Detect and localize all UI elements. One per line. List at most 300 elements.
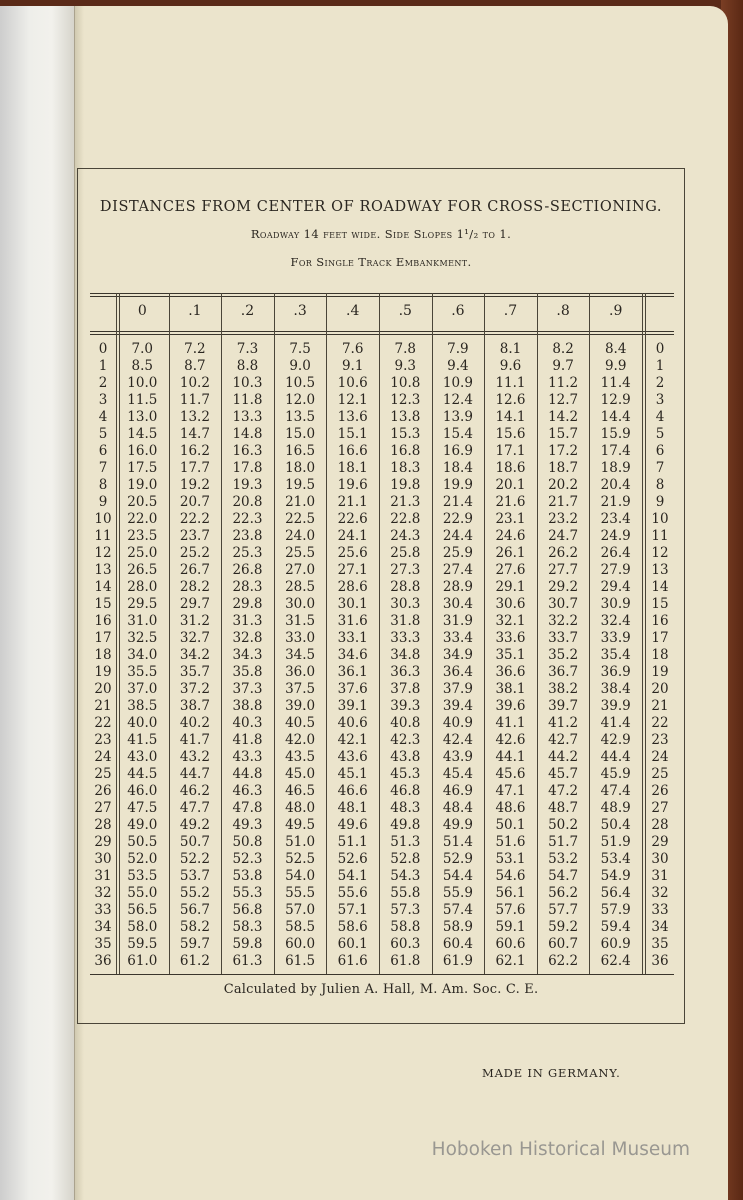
table-cell: 47.7: [179, 800, 210, 816]
table-cell: 61.0: [127, 953, 158, 969]
table-cell: 21.4: [442, 494, 473, 510]
table-cell: 21.1: [337, 494, 368, 510]
table-cell: 28.0: [127, 579, 158, 595]
table-cell: 40.9: [442, 715, 473, 731]
table-cell: 15.7: [548, 426, 579, 442]
table-cell: 36.6: [495, 664, 526, 680]
row-label-left: 6: [98, 443, 108, 459]
table-cell: 41.7: [179, 732, 210, 748]
table-cell: 38.7: [179, 698, 210, 714]
table-cell: 15.3: [390, 426, 421, 442]
table-cell: 44.7: [179, 766, 210, 782]
table-cell: 21.9: [600, 494, 631, 510]
table-cell: 29.4: [600, 579, 631, 595]
table-cell: 53.1: [495, 851, 526, 867]
row-label-right: 29: [651, 834, 669, 850]
table-cell: 46.3: [232, 783, 263, 799]
table-cell: 12.9: [600, 392, 631, 408]
table-cell: 8.1: [499, 341, 522, 357]
table-cell: 7.8: [394, 341, 417, 357]
row-label-right: 36: [651, 953, 669, 969]
row-label-left: 17: [94, 630, 112, 646]
row-label-right: 28: [651, 817, 669, 833]
table-cell: 40.8: [390, 715, 421, 731]
table-cell: 55.6: [337, 885, 368, 901]
table-cell: 14.5: [127, 426, 158, 442]
table-cell: 23.1: [495, 511, 526, 527]
row-label-left: 27: [94, 800, 112, 816]
table-cell: 53.8: [232, 868, 263, 884]
table-cell: 9.6: [499, 358, 522, 374]
table-cell: 60.4: [442, 936, 473, 952]
table-cell: 44.4: [600, 749, 631, 765]
page-title: DISTANCES FROM CENTER OF ROADWAY FOR CROSS-SECTIONING.: [99, 199, 663, 215]
table-cell: 58.6: [337, 919, 368, 935]
table-cell: 7.0: [131, 341, 154, 357]
table-cell: 44.5: [127, 766, 158, 782]
table-cell: 18.6: [495, 460, 526, 476]
table-cell: 47.8: [232, 800, 263, 816]
header-bottom-rule: [90, 331, 674, 332]
table-cell: 27.0: [285, 562, 316, 578]
table-cell: 26.8: [232, 562, 263, 578]
table-cell: 60.3: [390, 936, 421, 952]
table-cell: 48.3: [390, 800, 421, 816]
table-cell: 44.8: [232, 766, 263, 782]
table-cell: 31.3: [232, 613, 263, 629]
table-cell: 24.4: [442, 528, 473, 544]
table-cell: 51.7: [548, 834, 579, 850]
row-label-left: 33: [94, 902, 112, 918]
table-cell: 30.6: [495, 596, 526, 612]
table-cell: 29.5: [127, 596, 158, 612]
table-cell: 43.9: [442, 749, 473, 765]
table-cell: 53.5: [127, 868, 158, 884]
table-cell: 21.0: [285, 494, 316, 510]
row-label-right: 30: [651, 851, 669, 867]
table-cell: 26.7: [179, 562, 210, 578]
row-label-left: 21: [94, 698, 112, 714]
row-label-left: 3: [98, 392, 108, 408]
table-cell: 12.0: [285, 392, 316, 408]
row-label-left: 4: [98, 409, 108, 425]
table-cell: 36.7: [548, 664, 579, 680]
table-cell: 29.8: [232, 596, 263, 612]
table-cell: 51.0: [285, 834, 316, 850]
table-cell: 30.9: [600, 596, 631, 612]
table-cell: 43.2: [179, 749, 210, 765]
table-cell: 40.5: [285, 715, 316, 731]
table-cell: 34.5: [285, 647, 316, 663]
table-cell: 27.7: [548, 562, 579, 578]
table-cell: 14.4: [600, 409, 631, 425]
table-cell: 51.9: [600, 834, 631, 850]
table-cell: 25.6: [337, 545, 368, 561]
table-cell: 42.9: [600, 732, 631, 748]
table-cell: 20.1: [495, 477, 526, 493]
table-cell: 31.8: [390, 613, 421, 629]
table-cell: 27.9: [600, 562, 631, 578]
row-label-right: 5: [655, 426, 665, 442]
row-label-left: 14: [94, 579, 112, 595]
table-cell: 36.1: [337, 664, 368, 680]
table-cell: 13.5: [285, 409, 316, 425]
table-cell: 22.8: [390, 511, 421, 527]
table-cell: 20.7: [179, 494, 210, 510]
table-cell: 43.5: [285, 749, 316, 765]
table-cell: 30.4: [442, 596, 473, 612]
row-label-left: 8: [98, 477, 108, 493]
table-cell: 24.9: [600, 528, 631, 544]
table-cell: 33.0: [285, 630, 316, 646]
table-cell: 14.8: [232, 426, 263, 442]
table-cell: 50.7: [179, 834, 210, 850]
table-cell: 33.3: [390, 630, 421, 646]
table-cell: 9.1: [341, 358, 364, 374]
table-cell: 47.1: [495, 783, 526, 799]
table-cell: 23.5: [127, 528, 158, 544]
table-cell: 52.5: [285, 851, 316, 867]
table-cell: 45.0: [285, 766, 316, 782]
table-cell: 36.0: [285, 664, 316, 680]
table-cell: 25.3: [232, 545, 263, 561]
table-cell: 25.5: [285, 545, 316, 561]
column-header: .5: [398, 303, 412, 319]
table-cell: 25.0: [127, 545, 158, 561]
table-cell: 57.4: [442, 902, 473, 918]
table-cell: 48.0: [285, 800, 316, 816]
table-cell: 52.2: [179, 851, 210, 867]
table-cell: 23.2: [548, 511, 579, 527]
table-cell: 62.1: [495, 953, 526, 969]
table-cell: 26.5: [127, 562, 158, 578]
table-cell: 58.9: [442, 919, 473, 935]
table-cell: 16.2: [179, 443, 210, 459]
table-cell: 37.2: [179, 681, 210, 697]
table-cell: 18.7: [548, 460, 579, 476]
table-cell: 51.4: [442, 834, 473, 850]
table-cell: 38.2: [548, 681, 579, 697]
table-cell: 10.0: [127, 375, 158, 391]
table-cell: 55.3: [232, 885, 263, 901]
table-cell: 59.4: [600, 919, 631, 935]
row-label-right: 8: [655, 477, 665, 493]
table-cell: 60.9: [600, 936, 631, 952]
table-cell: 46.8: [390, 783, 421, 799]
table-cell: 54.3: [390, 868, 421, 884]
table-cell: 47.2: [548, 783, 579, 799]
row-label-left: 0: [98, 341, 108, 357]
table-cell: 53.7: [179, 868, 210, 884]
table-cell: 56.4: [600, 885, 631, 901]
table-cell: 17.7: [179, 460, 210, 476]
table-cell: 57.6: [495, 902, 526, 918]
table-cell: 50.1: [495, 817, 526, 833]
table-cell: 13.2: [179, 409, 210, 425]
table-cell: 16.8: [390, 443, 421, 459]
table-cell: 46.5: [285, 783, 316, 799]
row-label-left: 5: [98, 426, 108, 442]
table-cell: 49.8: [390, 817, 421, 833]
row-label-right: 33: [651, 902, 669, 918]
row-label-right: 34: [651, 919, 669, 935]
museum-watermark: Hoboken Historical Museum: [431, 1139, 690, 1160]
table-cell: 45.6: [495, 766, 526, 782]
table-cell: 7.2: [184, 341, 206, 357]
table-cell: 15.1: [337, 426, 368, 442]
table-cell: 59.8: [232, 936, 263, 952]
table-cell: 51.6: [495, 834, 526, 850]
row-label-right: 2: [655, 375, 665, 391]
table-cell: 58.0: [127, 919, 158, 935]
row-label-left: 22: [94, 715, 112, 731]
table-cell: 59.1: [495, 919, 526, 935]
table-cell: 28.6: [337, 579, 368, 595]
table-cell: 12.7: [548, 392, 579, 408]
table-cell: 8.2: [552, 341, 574, 357]
table-cell: 48.7: [548, 800, 579, 816]
table-cell: 20.8: [232, 494, 263, 510]
table-cell: 10.9: [442, 375, 473, 391]
row-label-left: 13: [94, 562, 112, 578]
table-cell: 43.8: [390, 749, 421, 765]
table-cell: 37.5: [285, 681, 316, 697]
table-cell: 31.6: [337, 613, 368, 629]
table-cell: 34.2: [179, 647, 210, 663]
table-cell: 25.2: [179, 545, 210, 561]
table-cell: 16.9: [442, 443, 473, 459]
column-header: .1: [188, 303, 202, 319]
book-spine-binding: [0, 6, 75, 1200]
table-cell: 23.4: [600, 511, 631, 527]
table-cell: 22.3: [232, 511, 263, 527]
row-label-right: 32: [651, 885, 669, 901]
table-cell: 39.1: [337, 698, 368, 714]
table-cell: 28.3: [232, 579, 263, 595]
table-cell: 15.6: [495, 426, 526, 442]
table-cell: 32.7: [179, 630, 210, 646]
row-label-right: 0: [655, 341, 665, 357]
row-label-left: 9: [98, 494, 108, 510]
table-cell: 47.4: [600, 783, 631, 799]
table-cell: 25.9: [442, 545, 473, 561]
row-label-left: 34: [94, 919, 112, 935]
table-cell: 18.3: [390, 460, 421, 476]
table-cell: 16.5: [285, 443, 316, 459]
table-cell: 22.0: [127, 511, 158, 527]
table-cell: 49.0: [127, 817, 158, 833]
table-cell: 62.4: [600, 953, 631, 969]
table-cell: 36.3: [390, 664, 421, 680]
column-header: .6: [451, 303, 465, 319]
table-cell: 13.0: [127, 409, 158, 425]
table-cell: 52.6: [337, 851, 368, 867]
table-cell: 52.3: [232, 851, 263, 867]
row-label-left: 19: [94, 664, 112, 680]
table-cell: 32.2: [548, 613, 579, 629]
table-cell: 34.3: [232, 647, 263, 663]
row-label-right: 19: [651, 664, 669, 680]
table-cell: 37.3: [232, 681, 263, 697]
table-cell: 54.4: [442, 868, 473, 884]
table-cell: 56.5: [127, 902, 158, 918]
table-cell: 45.9: [600, 766, 631, 782]
table-cell: 29.2: [548, 579, 579, 595]
table-cell: 47.5: [127, 800, 158, 816]
column-header: .8: [556, 303, 570, 319]
table-cell: 8.7: [184, 358, 206, 374]
table-cell: 24.1: [337, 528, 368, 544]
table-cell: 43.6: [337, 749, 368, 765]
table-cell: 43.3: [232, 749, 263, 765]
row-label-right: 9: [655, 494, 665, 510]
table-cell: 46.2: [179, 783, 210, 799]
table-cell: 13.6: [337, 409, 368, 425]
row-label-right: 6: [655, 443, 665, 459]
table-cell: 26.4: [600, 545, 631, 561]
table-cell: 9.7: [552, 358, 574, 374]
row-label-right: 1: [655, 358, 665, 374]
table-cell: 39.7: [548, 698, 579, 714]
table-cell: 23.7: [179, 528, 210, 544]
table-cell: 31.0: [127, 613, 158, 629]
table-cell: 57.0: [285, 902, 316, 918]
row-label-left: 30: [94, 851, 112, 867]
made-in-label: MADE IN GERMANY.: [482, 1066, 621, 1080]
row-label-right: 35: [651, 936, 669, 952]
row-label-right: 11: [651, 528, 669, 544]
table-cell: 51.1: [337, 834, 368, 850]
row-label-right: 10: [651, 511, 669, 527]
table-cell: 40.2: [179, 715, 210, 731]
table-cell: 61.9: [442, 953, 473, 969]
table-cell: 48.1: [337, 800, 368, 816]
table-cell: 30.1: [337, 596, 368, 612]
table-cell: 54.7: [548, 868, 579, 884]
table-cell: 40.0: [127, 715, 158, 731]
table-cell: 56.7: [179, 902, 210, 918]
table-cell: 10.8: [390, 375, 421, 391]
table-cell: 60.6: [495, 936, 526, 952]
row-label-left: 28: [94, 817, 112, 833]
table-cell: 55.2: [179, 885, 210, 901]
table-cell: 48.4: [442, 800, 473, 816]
row-label-left: 24: [94, 749, 112, 765]
table-cell: 15.9: [600, 426, 631, 442]
table-cell: 10.3: [232, 375, 263, 391]
table-cell: 61.8: [390, 953, 421, 969]
table-cell: 59.2: [548, 919, 579, 935]
table-cell: 45.1: [337, 766, 368, 782]
table-cell: 10.2: [179, 375, 210, 391]
table-cell: 37.6: [337, 681, 368, 697]
row-label-right: 27: [651, 800, 669, 816]
table-cell: 11.4: [600, 375, 631, 391]
table-cell: 50.4: [600, 817, 631, 833]
row-label-right: 31: [651, 868, 669, 884]
table-cell: 21.6: [495, 494, 526, 510]
table-cell: 38.8: [232, 698, 263, 714]
table-cell: 28.2: [179, 579, 210, 595]
table-cell: 55.0: [127, 885, 158, 901]
table-cell: 54.0: [285, 868, 316, 884]
table-cell: 8.8: [236, 358, 259, 374]
table-cell: 42.6: [495, 732, 526, 748]
table-cell: 39.4: [442, 698, 473, 714]
row-label-left: 23: [94, 732, 112, 748]
table-cell: 46.6: [337, 783, 368, 799]
table-cell: 12.4: [442, 392, 473, 408]
table-cell: 35.2: [548, 647, 579, 663]
table-cell: 35.4: [600, 647, 631, 663]
table-cell: 14.1: [495, 409, 526, 425]
table-cell: 34.0: [127, 647, 158, 663]
table-cell: 51.3: [390, 834, 421, 850]
table-cell: 27.6: [495, 562, 526, 578]
table-cell: 57.1: [337, 902, 368, 918]
table-cell: 19.6: [337, 477, 368, 493]
table-cell: 50.8: [232, 834, 263, 850]
table-cell: 38.4: [600, 681, 631, 697]
table-cell: 29.1: [495, 579, 526, 595]
row-label-right: 21: [651, 698, 669, 714]
embankment-subtitle: For Single Track Embankment.: [290, 255, 472, 269]
table-cell: 17.2: [548, 443, 579, 459]
row-label-left: 20: [94, 681, 112, 697]
table-cell: 22.6: [337, 511, 368, 527]
table-cell: 46.0: [127, 783, 158, 799]
table-cell: 54.1: [337, 868, 368, 884]
table-cell: 10.5: [285, 375, 316, 391]
table-cell: 28.5: [285, 579, 316, 595]
table-cell: 41.8: [232, 732, 263, 748]
table-cell: 12.6: [495, 392, 526, 408]
table-cell: 49.3: [232, 817, 263, 833]
table-cell: 29.7: [179, 596, 210, 612]
table-cell: 56.8: [232, 902, 263, 918]
table-cell: 26.2: [548, 545, 579, 561]
row-label-right: 25: [651, 766, 669, 782]
table-cell: 18.4: [442, 460, 473, 476]
table-cell: 17.8: [232, 460, 263, 476]
table-cell: 44.2: [548, 749, 579, 765]
row-label-right: 4: [655, 409, 665, 425]
table-cell: 41.5: [127, 732, 158, 748]
table-cell: 22.2: [179, 511, 210, 527]
table-cell: 60.1: [337, 936, 368, 952]
table-cell: 41.4: [600, 715, 631, 731]
roadway-subtitle: Roadway 14 feet wide. Side Slopes 1¹/₂ to 1.: [250, 227, 512, 241]
table-cell: 53.2: [548, 851, 579, 867]
table-cell: 36.4: [442, 664, 473, 680]
table-cell: 39.6: [495, 698, 526, 714]
table-cell: 11.1: [495, 375, 526, 391]
table-cell: 19.9: [442, 477, 473, 493]
table-cell: 24.6: [495, 528, 526, 544]
table-cell: 62.2: [548, 953, 579, 969]
table-cell: 33.7: [548, 630, 579, 646]
table-cell: 18.0: [285, 460, 316, 476]
table-cell: 45.3: [390, 766, 421, 782]
table-cell: 40.3: [232, 715, 263, 731]
row-label-left: 36: [94, 953, 112, 969]
table-cell: 11.2: [548, 375, 579, 391]
table-cell: 15.4: [442, 426, 473, 442]
table-cell: 42.1: [337, 732, 368, 748]
header-top-rule-2: [90, 296, 674, 297]
header-top-rule: [90, 293, 674, 294]
table-cell: 22.5: [285, 511, 316, 527]
